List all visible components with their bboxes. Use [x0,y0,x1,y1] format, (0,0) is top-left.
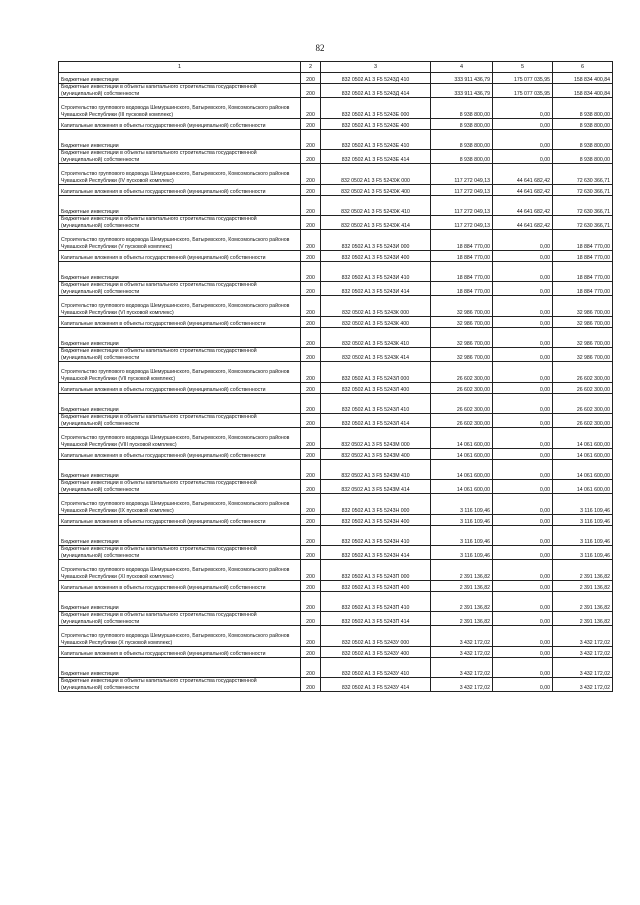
row-ved-cell: 200 [301,84,321,98]
table-row [59,119,613,130]
row-code-cell: 832 0502 A1 3 F5 5243Е 000 [321,98,431,119]
row-amount-col6-cell: 8 938 800,00 [553,130,613,150]
row-ved-cell: 200 [301,592,321,612]
row-amount-total-cell: 3 116 109,46 [431,494,493,515]
row-amount-col5-cell: 0,00 [493,282,553,296]
row-amount-total-cell: 2 391 136,82 [431,612,493,626]
row-name-cell: Капитальные вложения в объекты государственной (муниципальной) собственности [59,581,301,592]
row-amount-col5-cell: 0,00 [493,119,553,130]
header-cell-1: 1 [59,62,301,73]
row-name-cell: Капитальные вложения в объекты государственной (муниципальной) собственности [59,383,301,394]
table-row [59,185,613,196]
row-amount-col5-cell: 175 077 035,95 [493,73,553,84]
budget-table [58,61,613,692]
budget-table-body [59,62,613,692]
row-ved-cell: 200 [301,282,321,296]
row-amount-col6-cell: 72 630 366,71 [553,216,613,230]
row-code-cell: 832 0502 A1 3 F5 5243У 400 [321,647,431,658]
row-ved-cell: 200 [301,546,321,560]
row-amount-col6-cell: 32 986 700,00 [553,348,613,362]
row-amount-col6-cell: 32 986 700,00 [553,328,613,348]
row-code-cell: 832 0502 A1 3 F5 5243И 000 [321,230,431,251]
header-cell-4: 4 [431,62,493,73]
row-ved-cell: 200 [301,658,321,678]
row-amount-total-cell: 3 432 172,02 [431,658,493,678]
row-name-cell: Бюджетные инвестиции [59,130,301,150]
row-amount-col6-cell: 2 391 136,82 [553,612,613,626]
row-amount-total-cell: 3 432 172,02 [431,678,493,692]
row-amount-col5-cell: 0,00 [493,328,553,348]
header-cell-3: 3 [321,62,431,73]
row-amount-col5-cell: 0,00 [493,383,553,394]
row-amount-total-cell: 26 602 300,00 [431,383,493,394]
row-amount-col5-cell: 0,00 [493,612,553,626]
row-ved-cell: 200 [301,515,321,526]
row-ved-cell: 200 [301,626,321,647]
row-amount-col6-cell: 18 884 770,00 [553,230,613,251]
row-amount-col5-cell: 0,00 [493,546,553,560]
row-amount-col6-cell: 26 602 300,00 [553,362,613,383]
row-code-cell: 832 0502 A1 3 F5 5243У 410 [321,658,431,678]
row-name-cell: Бюджетные инвестиции [59,658,301,678]
row-amount-col6-cell: 32 986 700,00 [553,296,613,317]
row-amount-col5-cell: 0,00 [493,647,553,658]
row-code-cell: 832 0502 A1 3 F5 5243П 414 [321,612,431,626]
row-amount-col6-cell: 3 432 172,02 [553,678,613,692]
row-name-cell: Бюджетные инвестиции в объекты капитального строительства государственной (муниципальной) собственности [59,612,301,626]
row-code-cell: 832 0502 A1 3 F5 5243Д 410 [321,73,431,84]
table-row [59,328,613,348]
row-amount-col5-cell: 0,00 [493,296,553,317]
row-code-cell: 832 0502 A1 3 F5 5243К 410 [321,328,431,348]
table-row [59,394,613,414]
row-amount-total-cell: 14 061 600,00 [431,480,493,494]
row-amount-total-cell: 18 884 770,00 [431,230,493,251]
row-ved-cell: 200 [301,150,321,164]
row-code-cell: 832 0502 A1 3 F5 5243М 414 [321,480,431,494]
row-amount-total-cell: 3 432 172,02 [431,647,493,658]
row-name-cell: Бюджетные инвестиции [59,394,301,414]
row-amount-col5-cell: 0,00 [493,230,553,251]
table-row [59,526,613,546]
row-name-cell: Бюджетные инвестиции в объекты капитального строительства государственной (муниципальной) собственности [59,546,301,560]
table-row [59,73,613,84]
row-code-cell: 832 0502 A1 3 F5 5243И 400 [321,251,431,262]
row-ved-cell: 200 [301,362,321,383]
row-ved-cell: 200 [301,394,321,414]
row-name-cell: Капитальные вложения в объекты государственной (муниципальной) собственности [59,449,301,460]
table-row [59,449,613,460]
row-name-cell: Строительство группового водовода Шемуршинского, Батыревского, Комсомольского районов Чувашской Республики (X пусковой комплекс) [59,626,301,647]
row-code-cell: 832 0502 A1 3 F5 5243Л 414 [321,414,431,428]
row-amount-total-cell: 8 938 800,00 [431,130,493,150]
table-row [59,546,613,560]
row-name-cell: Капитальные вложения в объекты государственной (муниципальной) собственности [59,119,301,130]
row-name-cell: Капитальные вложения в объекты государственной (муниципальной) собственности [59,647,301,658]
row-name-cell: Капитальные вложения в объекты государственной (муниципальной) собственности [59,317,301,328]
row-amount-col6-cell: 32 986 700,00 [553,317,613,328]
row-name-cell: Бюджетные инвестиции [59,460,301,480]
row-amount-col5-cell: 0,00 [493,494,553,515]
header-cell-5: 5 [493,62,553,73]
row-name-cell: Бюджетные инвестиции в объекты капитального строительства государственной (муниципальной) собственности [59,348,301,362]
row-amount-total-cell: 32 986 700,00 [431,328,493,348]
table-row [59,282,613,296]
row-ved-cell: 200 [301,460,321,480]
row-code-cell: 832 0502 A1 3 F5 5243Ж 000 [321,164,431,185]
row-amount-total-cell: 3 116 109,46 [431,515,493,526]
row-code-cell: 832 0502 A1 3 F5 5243Н 000 [321,494,431,515]
row-code-cell: 832 0502 A1 3 F5 5243Л 400 [321,383,431,394]
table-row [59,348,613,362]
row-ved-cell: 200 [301,414,321,428]
row-amount-col5-cell: 0,00 [493,581,553,592]
row-amount-col5-cell: 0,00 [493,626,553,647]
row-amount-col5-cell: 0,00 [493,526,553,546]
row-code-cell: 832 0502 A1 3 F5 5243Е 410 [321,130,431,150]
row-amount-col6-cell: 26 602 300,00 [553,383,613,394]
row-ved-cell: 200 [301,164,321,185]
row-amount-total-cell: 32 986 700,00 [431,348,493,362]
row-code-cell: 832 0502 A1 3 F5 5243К 400 [321,317,431,328]
row-code-cell: 832 0502 A1 3 F5 5243П 000 [321,560,431,581]
table-row [59,592,613,612]
row-name-cell: Капитальные вложения в объекты государственной (муниципальной) собственности [59,251,301,262]
row-amount-col6-cell: 8 938 800,00 [553,150,613,164]
row-ved-cell: 200 [301,328,321,348]
row-amount-total-cell: 2 391 136,82 [431,560,493,581]
row-amount-col6-cell: 14 061 600,00 [553,460,613,480]
row-name-cell: Строительство группового водовода Шемуршинского, Батыревского, Комсомольского районов Чувашской Республики (III пусковой комплекс) [59,98,301,119]
row-amount-col6-cell: 14 061 600,00 [553,480,613,494]
row-amount-total-cell: 18 884 770,00 [431,282,493,296]
table-row [59,560,613,581]
table-row [59,460,613,480]
header-cell-6: 6 [553,62,613,73]
row-code-cell: 832 0502 A1 3 F5 5243Н 410 [321,526,431,546]
row-amount-total-cell: 32 986 700,00 [431,296,493,317]
table-row [59,626,613,647]
row-amount-col6-cell: 26 602 300,00 [553,414,613,428]
row-ved-cell: 200 [301,560,321,581]
row-code-cell: 832 0502 A1 3 F5 5243Е 400 [321,119,431,130]
table-header-row [59,62,613,73]
row-amount-total-cell: 117 272 049,13 [431,164,493,185]
row-ved-cell: 200 [301,216,321,230]
row-name-cell: Бюджетные инвестиции [59,262,301,282]
row-code-cell: 832 0502 A1 3 F5 5243М 400 [321,449,431,460]
row-code-cell: 832 0502 A1 3 F5 5243Л 000 [321,362,431,383]
row-amount-col5-cell: 0,00 [493,428,553,449]
row-ved-cell: 200 [301,647,321,658]
row-ved-cell: 200 [301,383,321,394]
row-name-cell: Бюджетные инвестиции в объекты капитального строительства государственной (муниципальной) собственности [59,282,301,296]
row-name-cell: Капитальные вложения в объекты государственной (муниципальной) собственности [59,185,301,196]
row-amount-col5-cell: 0,00 [493,251,553,262]
row-code-cell: 832 0502 A1 3 F5 5243М 410 [321,460,431,480]
row-amount-col6-cell: 2 391 136,82 [553,592,613,612]
row-amount-total-cell: 117 272 049,13 [431,196,493,216]
row-ved-cell: 200 [301,348,321,362]
row-amount-col6-cell: 26 602 300,00 [553,394,613,414]
table-row [59,98,613,119]
table-row [59,678,613,692]
table-row [59,428,613,449]
row-code-cell: 832 0502 A1 3 F5 5243И 414 [321,282,431,296]
row-name-cell: Бюджетные инвестиции в объекты капитального строительства государственной (муниципальной) собственности [59,480,301,494]
row-amount-col6-cell: 3 116 109,46 [553,526,613,546]
row-ved-cell: 200 [301,185,321,196]
row-code-cell: 832 0502 A1 3 F5 5243Ж 400 [321,185,431,196]
row-amount-col5-cell: 0,00 [493,560,553,581]
row-amount-col6-cell: 3 432 172,02 [553,647,613,658]
row-amount-col5-cell: 44 641 682,42 [493,216,553,230]
row-amount-col5-cell: 0,00 [493,460,553,480]
row-name-cell: Строительство группового водовода Шемуршинского, Батыревского, Комсомольского районов Чувашской Республики (IV пусковой комплекс) [59,164,301,185]
header-cell-2: 2 [301,62,321,73]
table-row [59,150,613,164]
row-amount-total-cell: 18 884 770,00 [431,262,493,282]
row-code-cell: 832 0502 A1 3 F5 5243Ж 414 [321,216,431,230]
row-ved-cell: 200 [301,449,321,460]
table-row [59,130,613,150]
row-amount-total-cell: 14 061 600,00 [431,449,493,460]
row-ved-cell: 200 [301,526,321,546]
row-amount-col5-cell: 0,00 [493,414,553,428]
row-amount-col6-cell: 14 061 600,00 [553,428,613,449]
table-row [59,647,613,658]
row-ved-cell: 200 [301,612,321,626]
table-row [59,164,613,185]
row-amount-col5-cell: 0,00 [493,678,553,692]
row-code-cell: 832 0502 A1 3 F5 5243П 410 [321,592,431,612]
table-row [59,515,613,526]
row-amount-col5-cell: 175 077 035,95 [493,84,553,98]
row-amount-col5-cell: 44 641 682,42 [493,164,553,185]
table-row [59,262,613,282]
row-amount-col6-cell: 18 884 770,00 [553,282,613,296]
row-amount-total-cell: 8 938 800,00 [431,119,493,130]
row-amount-col5-cell: 0,00 [493,262,553,282]
row-name-cell: Бюджетные инвестиции [59,526,301,546]
row-name-cell: Строительство группового водовода Шемуршинского, Батыревского, Комсомольского районов Чувашской Республики (VI пусковой комплекс) [59,296,301,317]
row-ved-cell: 200 [301,581,321,592]
row-name-cell: Бюджетные инвестиции [59,592,301,612]
row-amount-total-cell: 2 391 136,82 [431,592,493,612]
row-amount-col5-cell: 0,00 [493,348,553,362]
row-amount-col6-cell: 3 116 109,46 [553,494,613,515]
row-ved-cell: 200 [301,73,321,84]
row-code-cell: 832 0502 A1 3 F5 5243К 414 [321,348,431,362]
row-name-cell: Строительство группового водовода Шемуршинского, Батыревского, Комсомольского районов Чувашской Республики (XI пусковой комплекс) [59,560,301,581]
row-code-cell: 832 0502 A1 3 F5 5243М 000 [321,428,431,449]
row-ved-cell: 200 [301,251,321,262]
row-amount-total-cell: 2 391 136,82 [431,581,493,592]
row-ved-cell: 200 [301,98,321,119]
row-name-cell: Строительство группового водовода Шемуршинского, Батыревского, Комсомольского районов Чувашской Республики (VIII пусковой комплекс) [59,428,301,449]
row-amount-total-cell: 26 602 300,00 [431,362,493,383]
row-amount-col6-cell: 3 116 109,46 [553,546,613,560]
row-name-cell: Бюджетные инвестиции в объекты капитального строительства государственной (муниципальной) собственности [59,678,301,692]
row-code-cell: 832 0502 A1 3 F5 5243Н 414 [321,546,431,560]
row-amount-col5-cell: 0,00 [493,515,553,526]
row-amount-col5-cell: 0,00 [493,394,553,414]
table-row [59,362,613,383]
row-amount-total-cell: 14 061 600,00 [431,460,493,480]
row-code-cell: 832 0502 A1 3 F5 5243Д 414 [321,84,431,98]
table-row [59,658,613,678]
row-amount-col6-cell: 158 834 400,84 [553,84,613,98]
row-name-cell: Бюджетные инвестиции в объекты капитального строительства государственной (муниципальной) собственности [59,216,301,230]
table-row [59,612,613,626]
row-name-cell: Бюджетные инвестиции в объекты капитального строительства государственной (муниципальной) собственности [59,84,301,98]
table-row [59,84,613,98]
page-number: 82 [315,43,325,53]
table-row [59,216,613,230]
row-amount-col6-cell: 8 938 800,00 [553,98,613,119]
row-amount-col5-cell: 0,00 [493,658,553,678]
row-ved-cell: 200 [301,678,321,692]
row-code-cell: 832 0502 A1 3 F5 5243И 410 [321,262,431,282]
row-code-cell: 832 0502 A1 3 F5 5243Ж 410 [321,196,431,216]
row-name-cell: Бюджетные инвестиции в объекты капитального строительства государственной (муниципальной) собственности [59,150,301,164]
row-ved-cell: 200 [301,480,321,494]
row-amount-total-cell: 18 884 770,00 [431,251,493,262]
row-code-cell: 832 0502 A1 3 F5 5243У 000 [321,626,431,647]
row-ved-cell: 200 [301,262,321,282]
row-amount-col6-cell: 72 630 366,71 [553,185,613,196]
row-name-cell: Бюджетные инвестиции [59,73,301,84]
table-row [59,251,613,262]
row-code-cell: 832 0502 A1 3 F5 5243Е 414 [321,150,431,164]
row-code-cell: 832 0502 A1 3 F5 5243Л 410 [321,394,431,414]
row-amount-col5-cell: 0,00 [493,317,553,328]
row-amount-col5-cell: 0,00 [493,449,553,460]
row-amount-col5-cell: 0,00 [493,480,553,494]
table-row [59,317,613,328]
table-row [59,494,613,515]
row-name-cell: Бюджетные инвестиции [59,328,301,348]
table-row [59,581,613,592]
row-amount-col5-cell: 0,00 [493,130,553,150]
row-amount-col6-cell: 2 391 136,82 [553,581,613,592]
row-amount-col5-cell: 44 641 682,42 [493,196,553,216]
table-row [59,383,613,394]
row-code-cell: 832 0502 A1 3 F5 5243П 400 [321,581,431,592]
row-amount-col5-cell: 0,00 [493,362,553,383]
row-name-cell: Бюджетные инвестиции в объекты капитального строительства государственной (муниципальной) собственности [59,414,301,428]
row-name-cell: Строительство группового водовода Шемуршинского, Батыревского, Комсомольского районов Чувашской Республики (V пусковой комплекс) [59,230,301,251]
row-ved-cell: 200 [301,428,321,449]
row-amount-col5-cell: 44 641 682,42 [493,185,553,196]
row-amount-col6-cell: 2 391 136,82 [553,560,613,581]
row-amount-col5-cell: 0,00 [493,592,553,612]
table-row [59,230,613,251]
row-amount-col6-cell: 8 938 800,00 [553,119,613,130]
row-ved-cell: 200 [301,130,321,150]
row-amount-col5-cell: 0,00 [493,98,553,119]
table-row [59,296,613,317]
row-name-cell: Строительство группового водовода Шемуршинского, Батыревского, Комсомольского районов Чувашской Республики (VII пусковой комплекс) [59,362,301,383]
row-amount-total-cell: 32 986 700,00 [431,317,493,328]
row-amount-total-cell: 3 432 172,02 [431,626,493,647]
row-amount-total-cell: 8 938 800,00 [431,98,493,119]
row-amount-total-cell: 117 272 049,13 [431,216,493,230]
row-amount-col5-cell: 0,00 [493,150,553,164]
row-amount-col6-cell: 14 061 600,00 [553,449,613,460]
row-amount-total-cell: 26 602 300,00 [431,414,493,428]
row-amount-col6-cell: 18 884 770,00 [553,262,613,282]
row-amount-total-cell: 26 602 300,00 [431,394,493,414]
row-amount-total-cell: 3 116 109,46 [431,526,493,546]
row-amount-col6-cell: 3 116 109,46 [553,515,613,526]
row-amount-col6-cell: 158 834 400,84 [553,73,613,84]
table-row [59,480,613,494]
table-row [59,414,613,428]
row-amount-col6-cell: 72 630 366,71 [553,164,613,185]
row-ved-cell: 200 [301,494,321,515]
row-code-cell: 832 0502 A1 3 F5 5243Н 400 [321,515,431,526]
table-row [59,196,613,216]
row-amount-total-cell: 117 272 049,13 [431,185,493,196]
row-amount-total-cell: 3 116 109,46 [431,546,493,560]
row-amount-total-cell: 8 938 800,00 [431,150,493,164]
row-amount-col6-cell: 3 432 172,02 [553,626,613,647]
row-amount-col6-cell: 72 630 366,71 [553,196,613,216]
row-name-cell: Бюджетные инвестиции [59,196,301,216]
row-amount-total-cell: 14 061 600,00 [431,428,493,449]
row-amount-col6-cell: 18 884 770,00 [553,251,613,262]
row-amount-col6-cell: 3 432 172,02 [553,658,613,678]
row-name-cell: Капитальные вложения в объекты государственной (муниципальной) собственности [59,515,301,526]
row-ved-cell: 200 [301,296,321,317]
row-ved-cell: 200 [301,317,321,328]
row-amount-total-cell: 333 911 436,79 [431,73,493,84]
row-code-cell: 832 0502 A1 3 F5 5243К 000 [321,296,431,317]
row-ved-cell: 200 [301,230,321,251]
row-ved-cell: 200 [301,119,321,130]
row-name-cell: Строительство группового водовода Шемуршинского, Батыревского, Комсомольского районов Чувашской Республики (IX пусковой комплекс) [59,494,301,515]
row-amount-total-cell: 333 911 436,79 [431,84,493,98]
row-code-cell: 832 0502 A1 3 F5 5243У 414 [321,678,431,692]
row-ved-cell: 200 [301,196,321,216]
